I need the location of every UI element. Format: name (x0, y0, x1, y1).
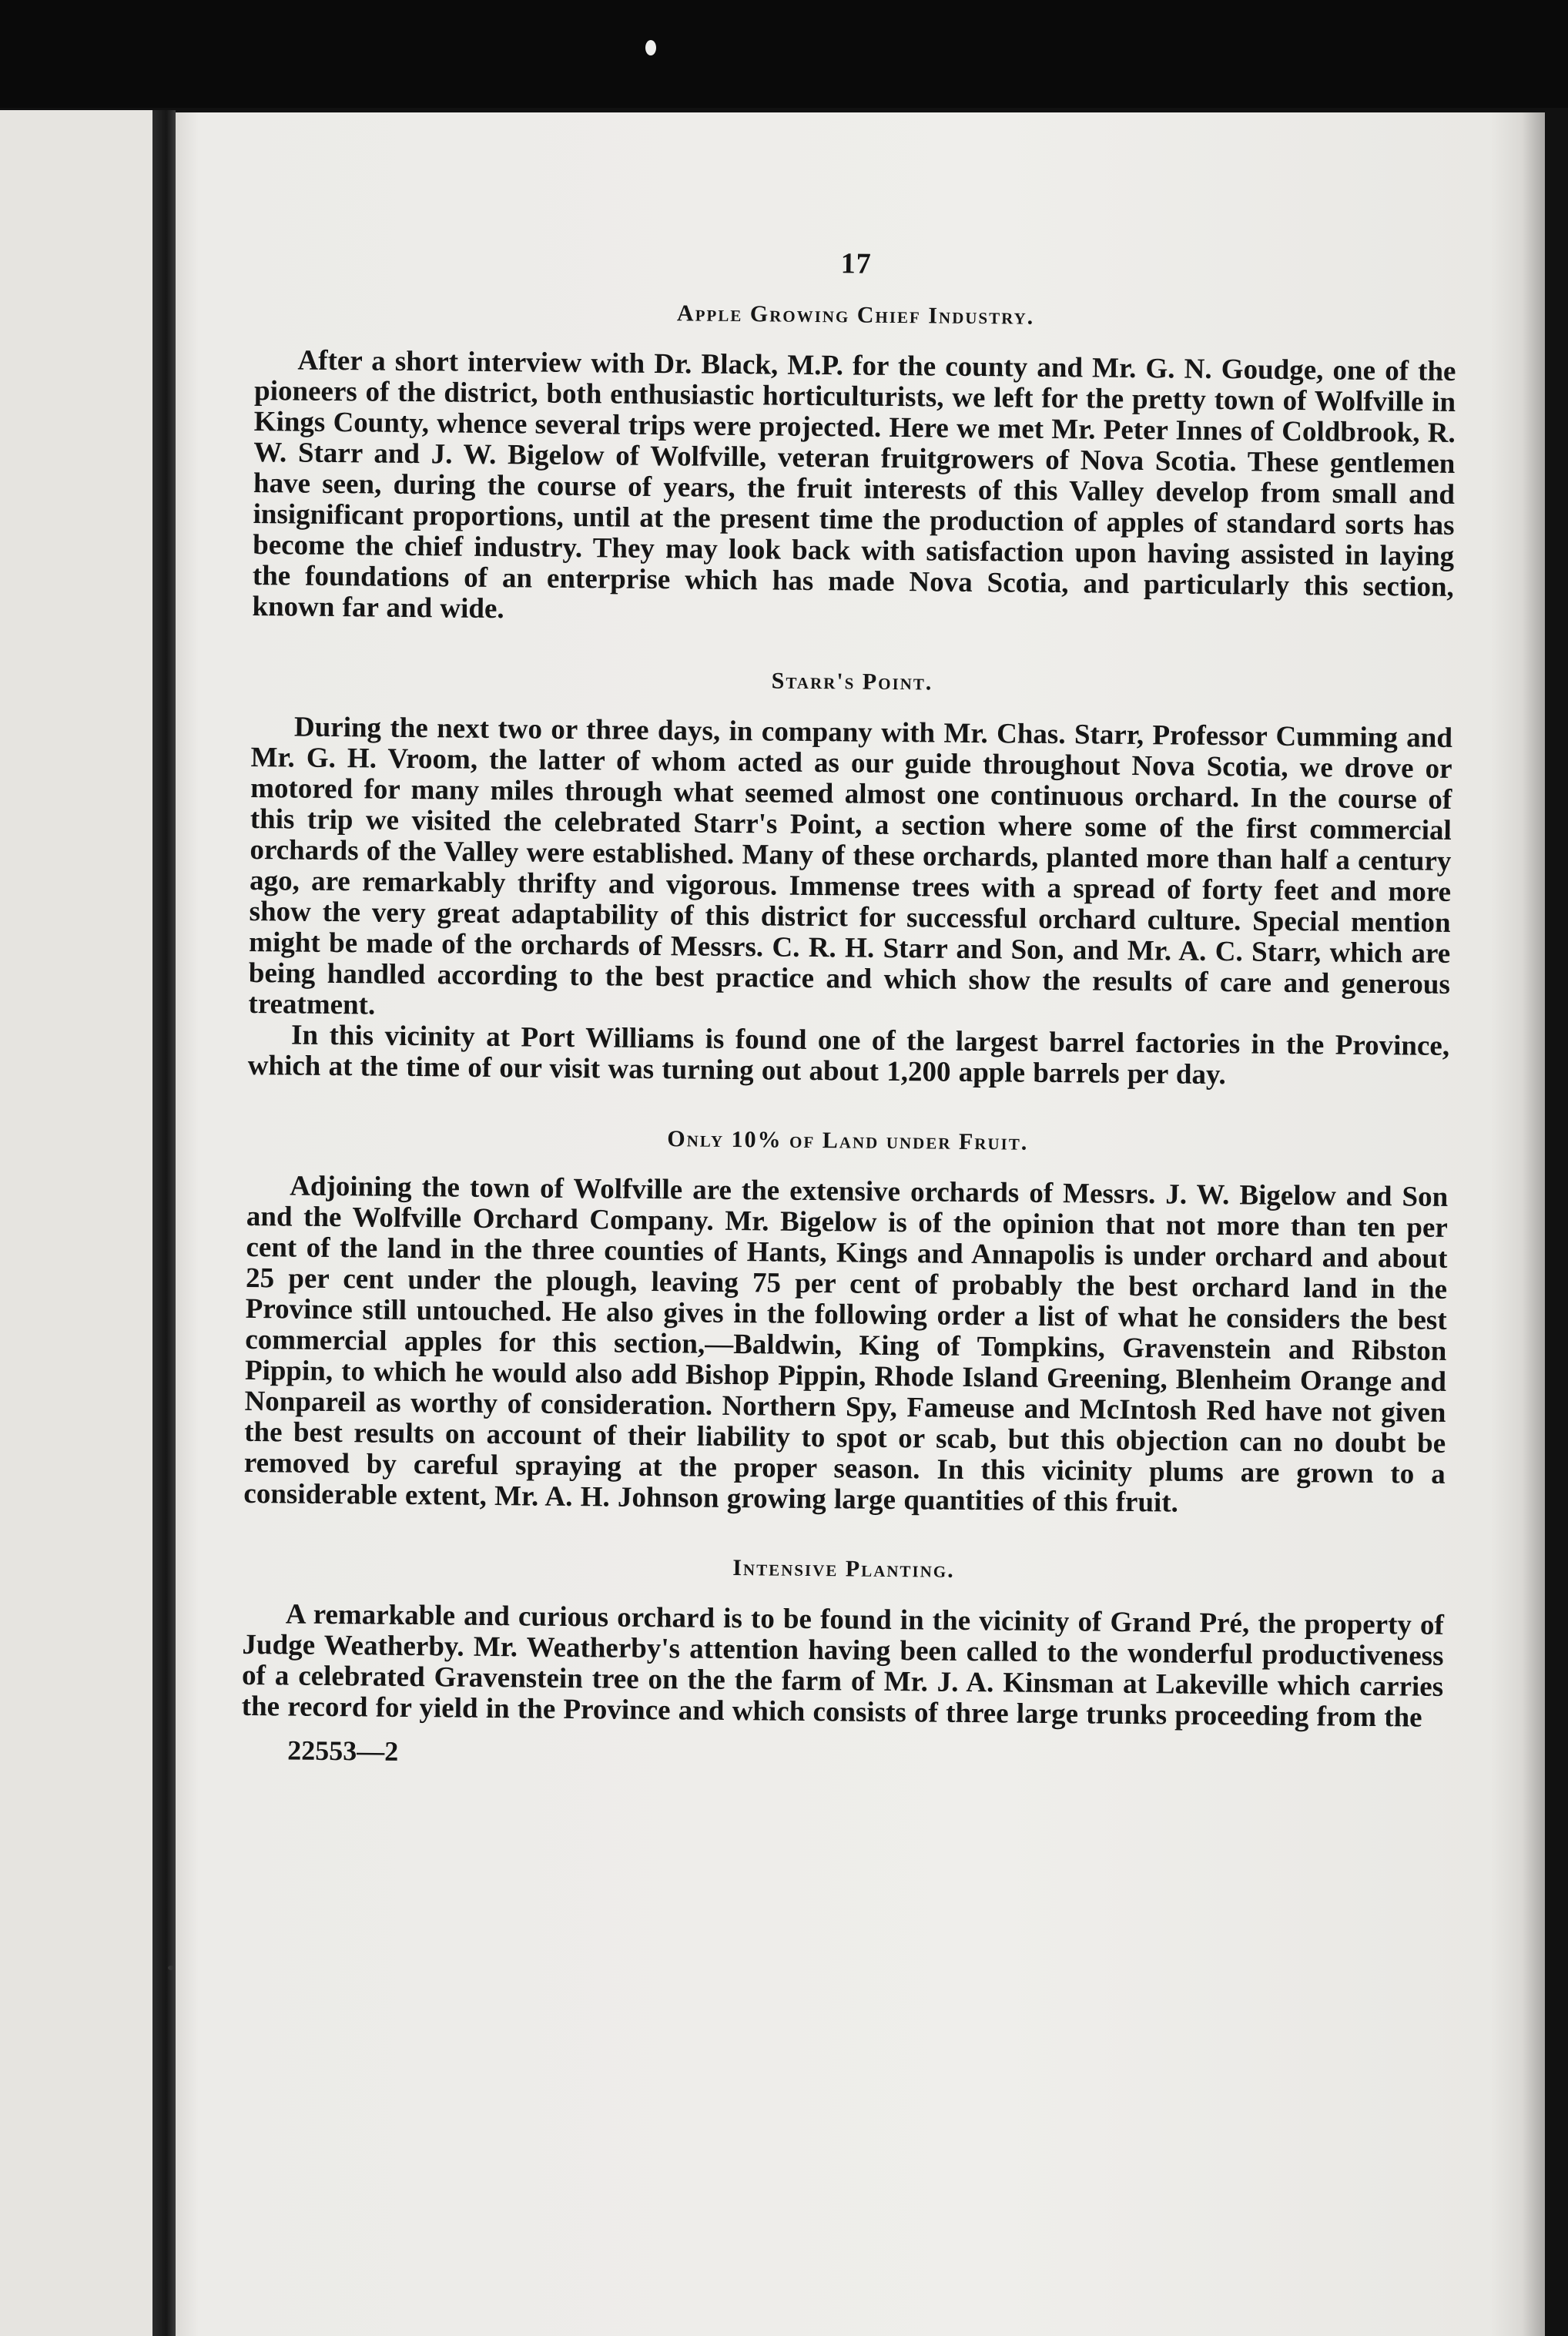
book-spine (152, 110, 176, 2336)
book-page (176, 112, 1545, 2336)
section-paragraph: In this vicinity at Port Williams is found one of the largest barrel factories in the Province, which at the time of our visit was turning out about 1,200 apple barrels per day. (247, 1019, 1450, 1091)
section-intensive-planting (242, 1550, 1445, 1734)
section-heading: Starr's Point. (771, 668, 933, 695)
page-number: 17 (840, 247, 872, 280)
page-edge-shadow (1522, 112, 1545, 2336)
section-paragraph: Adjoining the town of Wolfville are the extensive orchards of Messrs. J. W. Bigelow and Son and the Wolfville Orchard Company. Mr. Bigelow is of the opinion that not more than ten per cent of the land in the three counties of Hants, Kings and Annapolis is under orchard and about 25 per cent under the plough, leaving 75 per cent of probably the best orchard land in the Province still untouched. He also gives in the following order a list of what he considers the best commercial apples for this section,—Baldwin, King of Tompkins, Gravenstein and Ribston Pippin, to which he would also add Bishop Pippin, Rhode Island Greening, Blenheim Orange and Nonpareil as worthy of consideration. Northern Spy, Fameuse and McIntosh Red have not given the best results on account of their liability to spot or scab, but this objection can no doubt be removed by careful spraying at the proper season. In this vicinity plums are grown to a considerable extent, Mr. A. H. Johnson growing large quantities of this fruit. (243, 1170, 1449, 1519)
scan-dust-speck (645, 40, 656, 55)
section-paragraph: During the next two or three days, in company with Mr. Chas. Starr, Professor Cumming and Mr. G. H. Vroom, the latter of whom acted as our guide throughout Nova Scotia, we drove or motored for many miles through what seemed almost one continuous orchard. In the course of this trip we visited the celebrated Starr's Point, a section where some of the first commercial orchards of the Valley were established. Many of these orchards, planted more than half a century ago, are remarkably thrifty and vigorous. Immense trees with a spread of forty feet and more show the very great adaptability of this district for successful orchard culture. Special mention might be made of the orchards of Messrs. C. R. H. Starr and Son, and Mr. A. C. Starr, which are being handled according to the best practice and which show the results of care and generous treatment. (248, 711, 1453, 1021)
section-apple-growing (252, 296, 1456, 634)
section-heading: Only 10% of Land under Fruit. (667, 1126, 1029, 1155)
section-heading: Intensive Planting. (732, 1555, 955, 1583)
section-paragraph: After a short interview with Dr. Black, M.P. for the county and Mr. G. N. Goudge, one of the pioneers of the district, both enthusiastic horticulturists, we left for the pretty town of Wolfville in Kings County, whence several trips were projected. Here we met Mr. Peter Innes of Coldbrook, R. W. Starr and J. W. Bigelow of Wolfville, veteran fruitgrowers of Nova Scotia. These gentlemen have seen, during the course of years, the fruit interests of this Valley develop from small and insignificant proportions, until at the present time the production of apples of standard sorts has become the chief industry. They may look back with satisfaction upon having assisted in laying the foundations of an enterprise which has made Nova Scotia, and particularly this section, known far and wide. (252, 344, 1456, 625)
margin-mark (168, 1966, 174, 1970)
section-heading: Apple Growing Chief Industry. (676, 300, 1035, 330)
section-land-under-fruit (243, 1121, 1449, 1521)
page-text-column (241, 243, 1457, 1775)
facing-page-edge (0, 110, 154, 2336)
section-starrs-point (248, 662, 1453, 1093)
section-paragraph: A remarkable and curious orchard is to be found in the vicinity of Grand Pré, the property of Judge Weatherby. Mr. Weatherby's attention having been called to the wonderful productiveness of a celebrated Gravenstein tree on the the farm of Mr. J. A. Kinsman at Lakeville which carries the record for yield in the Province and which consists of three large trunks proceeding from the (241, 1598, 1445, 1734)
signature-mark: 22553—2 (287, 1734, 399, 1767)
